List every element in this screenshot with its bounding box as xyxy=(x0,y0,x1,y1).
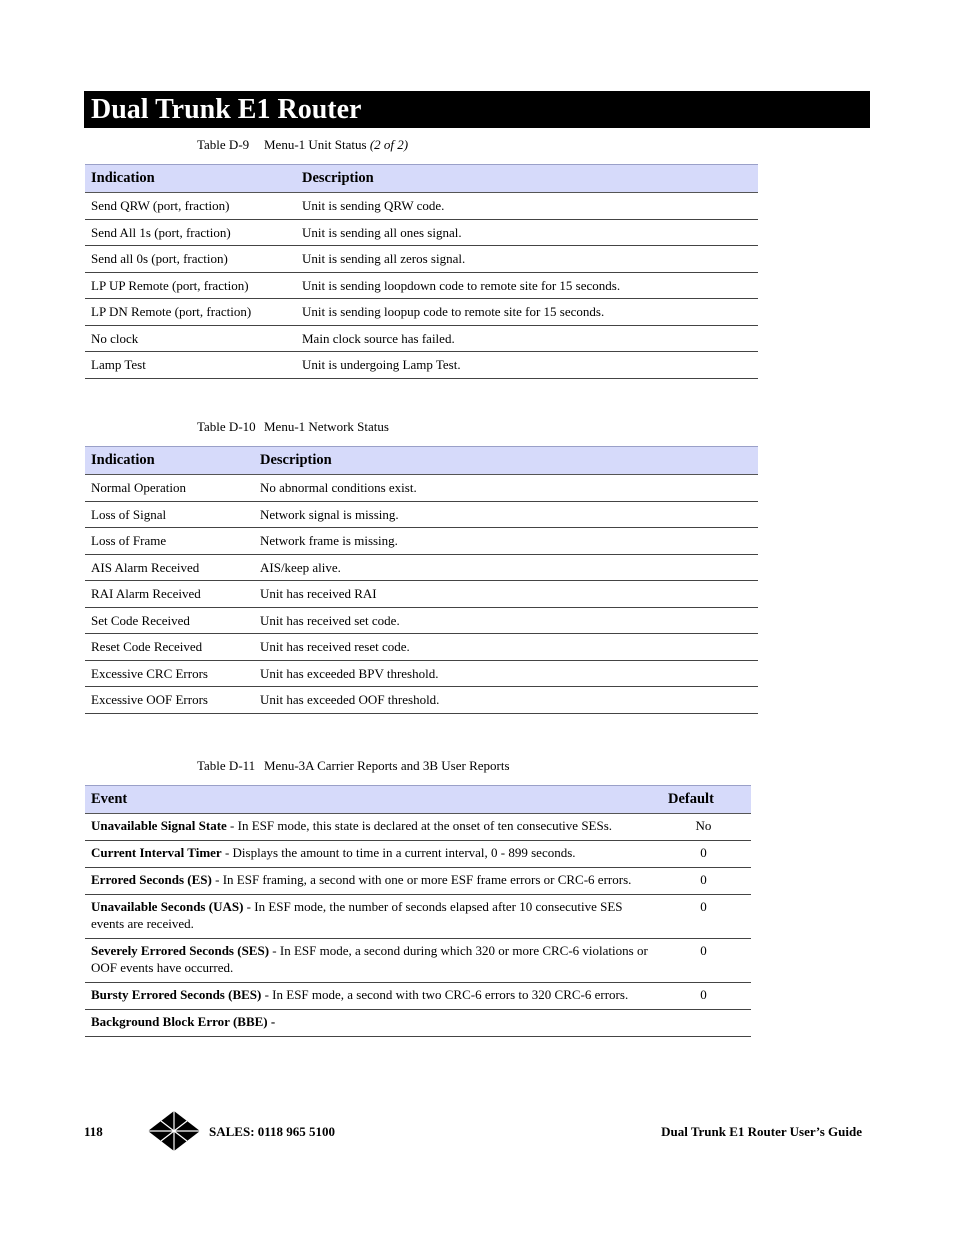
table-row xyxy=(85,868,751,895)
indication-cell: LP UP Remote (port, fraction) xyxy=(85,272,296,299)
caption-suffix: (2 of 2) xyxy=(369,137,409,152)
table-row xyxy=(85,581,758,608)
caption-number: Table D-11 xyxy=(197,758,256,773)
table-header-row xyxy=(85,165,758,193)
event-term: Unavailable Signal State xyxy=(91,818,227,833)
table-row xyxy=(85,528,758,555)
table-row xyxy=(85,554,758,581)
event-cell xyxy=(85,814,656,841)
description-cell: Unit has exceeded BPV threshold. xyxy=(254,660,758,687)
table-row xyxy=(85,895,751,939)
description-cell: Network signal is missing. xyxy=(254,501,758,528)
table-row xyxy=(85,246,758,273)
event-description: - In ESF framing, a second with one or more ESF frame errors or CRC-6 errors. xyxy=(211,872,632,887)
default-cell: 0 xyxy=(656,841,751,868)
indication-cell: Loss of Signal xyxy=(85,501,254,528)
table-row xyxy=(85,939,751,983)
table-row xyxy=(85,1010,751,1037)
indication-cell: RAI Alarm Received xyxy=(85,581,254,608)
table-d10-caption xyxy=(197,419,389,435)
table-row xyxy=(85,219,758,246)
table-row xyxy=(85,660,758,687)
indication-cell: Reset Code Received xyxy=(85,634,254,661)
indication-cell: Send All 1s (port, fraction) xyxy=(85,219,296,246)
indication-cell: Send all 0s (port, fraction) xyxy=(85,246,296,273)
default-cell: 0 xyxy=(656,939,751,983)
event-description: - In ESF mode, this state is declared at the onset of ten consecutive SESs. xyxy=(226,818,613,833)
event-cell xyxy=(85,868,656,895)
event-description: - In ESF mode, a second during which 320 or more CRC-6 violations or OOF events have occurred. xyxy=(91,943,648,975)
default-cell: No xyxy=(656,814,751,841)
description-cell: Unit is sending all ones signal. xyxy=(296,219,758,246)
event-term: Errored Seconds (ES) xyxy=(91,872,212,887)
description-cell: Unit is sending QRW code. xyxy=(296,193,758,220)
page-title: Dual Trunk E1 Router xyxy=(84,91,870,128)
indication-cell: Normal Operation xyxy=(85,475,254,502)
caption-title: Menu-1 Network Status xyxy=(264,419,389,434)
indication-cell: Send QRW (port, fraction) xyxy=(85,193,296,220)
caption-title: Menu-1 Unit Status xyxy=(264,137,367,152)
table-row xyxy=(85,814,751,841)
table-d9-caption xyxy=(197,137,408,153)
event-term: Bursty Errored Seconds (BES) xyxy=(91,987,262,1002)
indication-cell: LP DN Remote (port, fraction) xyxy=(85,299,296,326)
table-row xyxy=(85,299,758,326)
table-row xyxy=(85,687,758,714)
sales-phone: SALES: 0118 965 5100 xyxy=(209,1124,336,1139)
description-cell: Unit is sending all zeros signal. xyxy=(296,246,758,273)
table-row xyxy=(85,983,751,1010)
event-description: - In ESF mode, the number of seconds elapsed after 10 consecutive SES events are received. xyxy=(91,899,623,931)
default-cell: 0 xyxy=(656,983,751,1010)
description-cell: AIS/keep alive. xyxy=(254,554,758,581)
column-header: Event xyxy=(85,786,656,814)
table-d9 xyxy=(85,164,758,379)
description-cell: Network frame is missing. xyxy=(254,528,758,555)
description-cell: Unit has exceeded OOF threshold. xyxy=(254,687,758,714)
event-term: Current Interval Timer xyxy=(91,845,222,860)
event-term: Background Block Error (BBE) - xyxy=(91,1014,276,1029)
description-cell: No abnormal conditions exist. xyxy=(254,475,758,502)
description-cell: Unit is undergoing Lamp Test. xyxy=(296,352,758,379)
column-header: Description xyxy=(296,165,758,193)
indication-cell: Loss of Frame xyxy=(85,528,254,555)
description-cell: Unit has received set code. xyxy=(254,607,758,634)
description-cell: Unit is sending loopup code to remote site for 15 seconds. xyxy=(296,299,758,326)
caption-number: Table D-9 xyxy=(197,137,250,152)
guide-title: Dual Trunk E1 Router User’s Guide xyxy=(661,1124,862,1139)
table-row xyxy=(85,325,758,352)
table-row xyxy=(85,193,758,220)
description-cell: Unit is sending loopdown code to remote site for 15 seconds. xyxy=(296,272,758,299)
indication-cell: Set Code Received xyxy=(85,607,254,634)
indication-cell: AIS Alarm Received xyxy=(85,554,254,581)
event-cell xyxy=(85,841,656,868)
table-d11 xyxy=(85,785,751,1037)
table-row xyxy=(85,475,758,502)
indication-cell: No clock xyxy=(85,325,296,352)
table-row xyxy=(85,352,758,379)
event-cell xyxy=(85,1010,656,1037)
event-description: - Displays the amount to time in a current interval, 0 - 899 seconds. xyxy=(221,845,576,860)
black-box-logo-icon xyxy=(147,1110,201,1152)
event-cell xyxy=(85,895,656,939)
caption-number: Table D-10 xyxy=(197,419,256,434)
description-cell: Unit has received reset code. xyxy=(254,634,758,661)
column-header: Indication xyxy=(85,165,296,193)
event-cell xyxy=(85,939,656,983)
table-row xyxy=(85,272,758,299)
description-cell: Unit has received RAI xyxy=(254,581,758,608)
indication-cell: Excessive OOF Errors xyxy=(85,687,254,714)
table-row xyxy=(85,501,758,528)
indication-cell: Lamp Test xyxy=(85,352,296,379)
default-cell xyxy=(656,1010,751,1037)
default-cell: 0 xyxy=(656,868,751,895)
event-term: Unavailable Seconds (UAS) xyxy=(91,899,244,914)
description-cell: Main clock source has failed. xyxy=(296,325,758,352)
table-header-row xyxy=(85,447,758,475)
table-row xyxy=(85,607,758,634)
table-header-row xyxy=(85,786,751,814)
column-header: Indication xyxy=(85,447,254,475)
indication-cell: Excessive CRC Errors xyxy=(85,660,254,687)
column-header: Description xyxy=(254,447,758,475)
column-header: Default xyxy=(656,786,751,814)
page-number: 118 xyxy=(84,1124,103,1139)
event-description: - In ESF mode, a second with two CRC-6 errors to 320 CRC-6 errors. xyxy=(261,987,629,1002)
table-d10 xyxy=(85,446,758,714)
table-row xyxy=(85,634,758,661)
caption-title: Menu-3A Carrier Reports and 3B User Reports xyxy=(264,758,510,773)
event-cell xyxy=(85,983,656,1010)
event-term: Severely Errored Seconds (SES) xyxy=(91,943,270,958)
default-cell: 0 xyxy=(656,895,751,939)
table-d11-caption xyxy=(197,758,510,774)
table-row xyxy=(85,841,751,868)
